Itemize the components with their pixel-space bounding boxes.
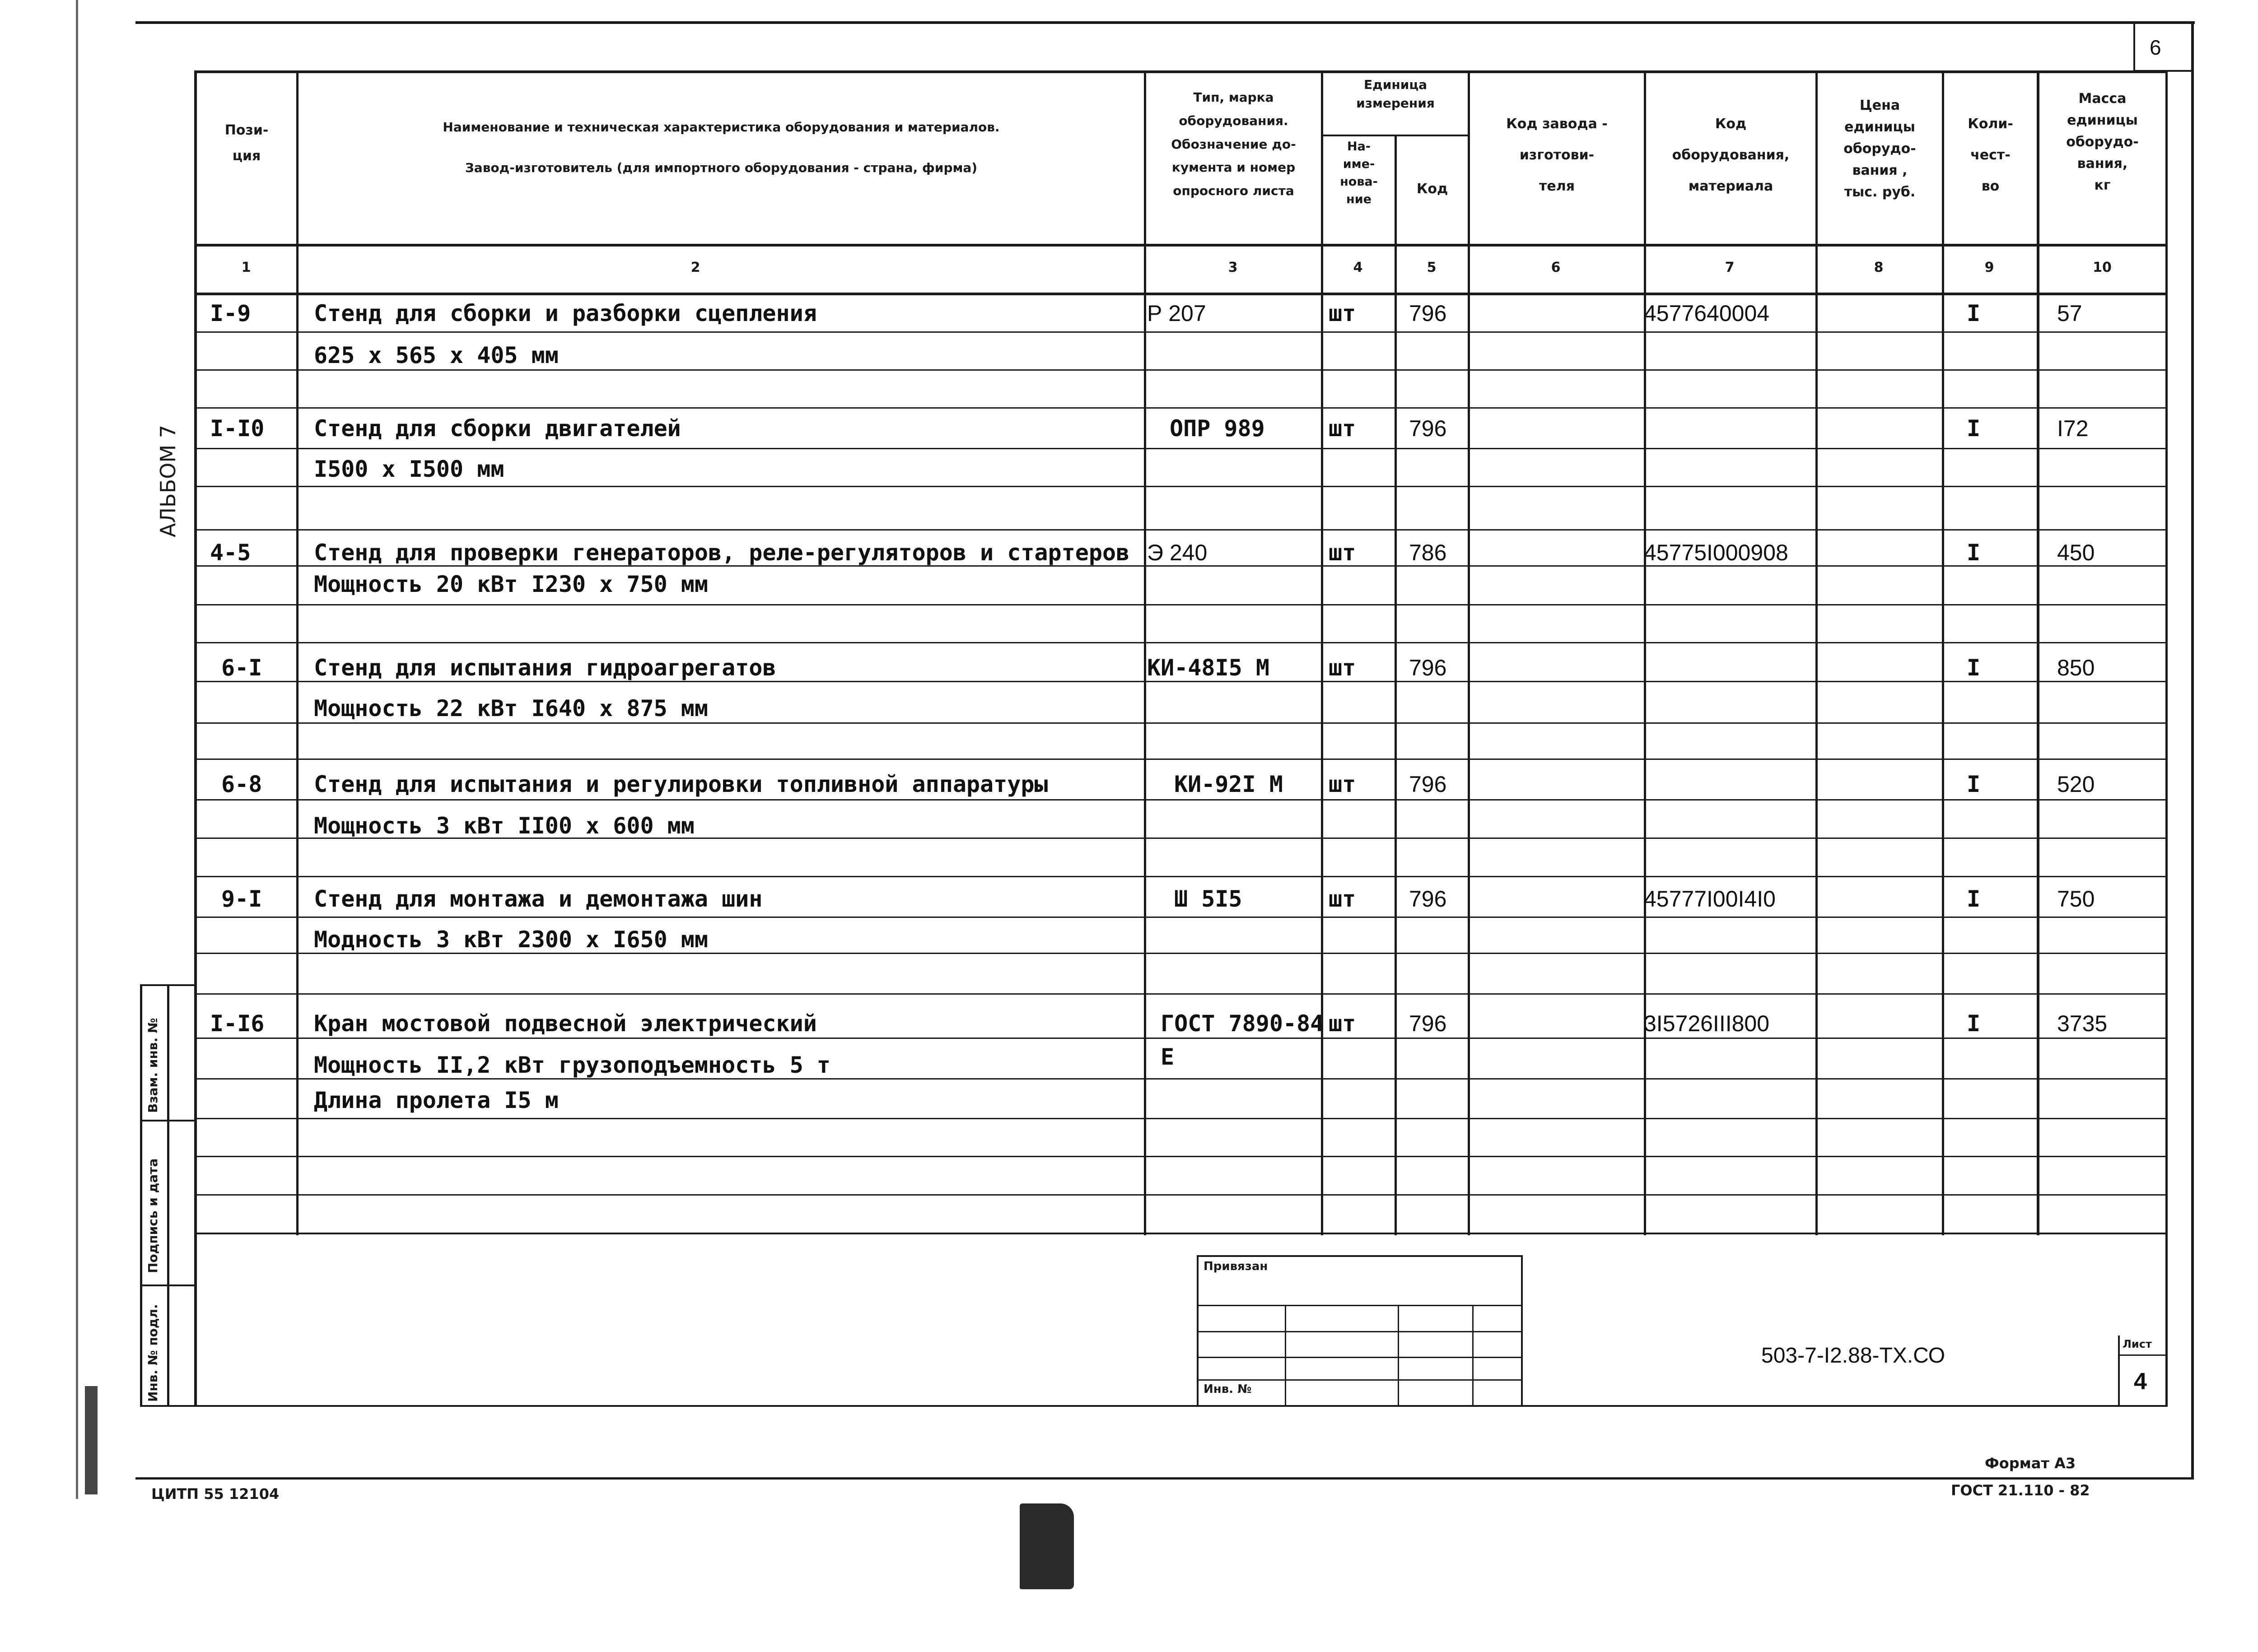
colnum-6: 6 [1551, 260, 1561, 275]
colnum-3: 3 [1228, 260, 1238, 275]
colnum-1: 1 [241, 260, 251, 275]
row-line [194, 993, 2168, 995]
row-quantity: I [1967, 655, 1981, 681]
row-mass: I72 [2057, 416, 2089, 441]
row-name: Кран мостовой подвесной электрический [314, 1010, 817, 1037]
header-unit-code: Код [1416, 181, 1448, 197]
row-line [194, 1233, 2168, 1234]
row-unit: шт [1329, 415, 1356, 442]
vline-3 [1321, 70, 1323, 1235]
header-type: Тип, марка оборудования. Обозначение до- кумента и номер опросного листа [1171, 90, 1296, 199]
row-line [194, 1118, 2168, 1119]
frame-top-line [135, 21, 2195, 24]
header-bottom-line [194, 244, 2168, 247]
row-unit: шт [1329, 886, 1356, 912]
row-type: Е [1161, 1044, 1175, 1070]
row-name: Стенд для испытания и регулировки топливной аппаратуры [314, 771, 1048, 797]
row-line [194, 529, 2168, 531]
header-quantity: Коли- чест- во [1968, 116, 2013, 194]
row-quantity: I [1967, 1010, 1981, 1037]
row-position: 6-I [221, 655, 262, 681]
table-top-line [194, 70, 2168, 73]
vline-7 [1815, 70, 1818, 1235]
row-position: 4-5 [210, 540, 251, 566]
row-line [194, 448, 2168, 449]
privyazan-col3 [1472, 1305, 1474, 1406]
row-line [194, 1194, 2168, 1196]
side-stamp-bottom [140, 1405, 197, 1407]
row-unit-code: 796 [1409, 772, 1447, 797]
colnum-10: 10 [2093, 260, 2112, 275]
header-unit-name: На- име- нова- ние [1340, 140, 1378, 207]
header-name-line2: Завод-изготовитель (для импортного оборудования - страна, фирма) [465, 160, 978, 175]
row-position: 9-I [221, 886, 262, 912]
row-unit: шт [1329, 540, 1356, 566]
row-line [194, 917, 2168, 918]
row-equipment-code: 4577640004 [1644, 301, 1770, 326]
row-unit-code: 796 [1409, 1011, 1447, 1036]
row-unit-code: 786 [1409, 540, 1447, 565]
row-unit-code: 796 [1409, 886, 1447, 912]
vline-8 [1942, 70, 1944, 1235]
vline-9 [2037, 70, 2039, 1235]
row-line [194, 486, 2168, 487]
privyazan-col2 [1398, 1305, 1399, 1406]
row-name: Мощность 3 кВт II00 х 600 мм [314, 813, 695, 839]
colnum-7: 7 [1725, 260, 1735, 275]
frame-left-edge [76, 0, 78, 1499]
header-equipment-code: Код оборудования, материала [1672, 116, 1790, 194]
row-mass: 850 [2057, 655, 2095, 680]
row-unit-code: 796 [1409, 301, 1447, 326]
row-name: I500 х I500 мм [314, 456, 504, 482]
row-unit: шт [1329, 300, 1356, 326]
side-stamp-mid [167, 984, 169, 1406]
row-line [194, 722, 2168, 724]
side-stamp-div2 [140, 1284, 197, 1286]
row-mass: 750 [2057, 886, 2095, 912]
row-name: Мощность II,2 кВт грузоподъемность 5 т [314, 1052, 830, 1078]
row-name: Стенд для сборки и разборки сцепления [314, 300, 817, 326]
row-quantity: I [1967, 415, 1981, 442]
vline-5 [1468, 70, 1470, 1235]
corner-box-left [2133, 21, 2135, 71]
album-label: АЛЬБОМ 7 [156, 425, 180, 537]
privyazan-col1 [1285, 1305, 1286, 1406]
row-mass: 57 [2057, 301, 2082, 326]
row-position: I-I0 [210, 415, 265, 442]
frame-right-line [2191, 21, 2194, 1480]
row-name: Стенд для сборки двигателей [314, 415, 681, 442]
row-quantity: I [1967, 886, 1981, 912]
row-unit-code: 796 [1409, 655, 1447, 680]
row-mass: 520 [2057, 772, 2095, 797]
row-unit: шт [1329, 655, 1356, 681]
row-name: Мощность 20 кВт I230 х 750 мм [314, 571, 708, 597]
row-type: Р 207 [1147, 301, 1206, 326]
header-price: Цена единицы оборудо- вания , тыс. руб. [1843, 98, 1916, 200]
row-line [194, 1038, 2168, 1039]
row-type: ОПР 989 [1170, 415, 1265, 442]
footer-format: Формат А3 [1985, 1455, 2076, 1472]
scan-smudge-left [85, 1386, 98, 1494]
row-name: Стенд для проверки генераторов, реле-регуляторов и стартеров [314, 540, 1130, 566]
vline-2 [1144, 70, 1146, 1235]
side-stamp-top [140, 984, 197, 986]
sheet-box-left [2118, 1336, 2120, 1407]
row-name: Мощность 22 кВт I640 х 875 мм [314, 695, 708, 721]
sheet-box-mid [2118, 1354, 2168, 1356]
row-line [194, 876, 2168, 877]
row-type: Ш 5I5 [1174, 886, 1242, 912]
row-type: Э 240 [1147, 540, 1208, 565]
row-type: КИ-48I5 М [1147, 655, 1269, 681]
row-name: 625 х 565 х 405 мм [314, 342, 559, 368]
row-quantity: I [1967, 771, 1981, 797]
side-stamp-left [140, 984, 142, 1406]
side-stamp-div1 [140, 1120, 197, 1121]
row-type: КИ-92I М [1174, 771, 1283, 797]
privyazan-label: Привязан [1204, 1260, 1268, 1273]
row-position: I-9 [210, 300, 251, 326]
row-line [194, 369, 2168, 371]
row-mass: 450 [2057, 540, 2095, 565]
colnum-9: 9 [1984, 260, 1994, 275]
sheet-corner-number: 6 [2150, 36, 2161, 59]
row-name: Длина пролета I5 м [314, 1087, 559, 1113]
row-unit-code: 796 [1409, 416, 1447, 441]
vline-10 [2165, 70, 2168, 1407]
row-line [194, 407, 2168, 409]
vline-4 [1395, 135, 1397, 1235]
inv-no-label: Инв. № [1204, 1382, 1252, 1396]
header-name-line1: Наименование и техническая характеристика оборудования и материалов. [443, 120, 1000, 135]
colnum-2: 2 [690, 260, 700, 275]
header-unit-group: Единица измерения [1356, 77, 1435, 111]
row-unit: шт [1329, 1010, 1356, 1037]
row-line [194, 1156, 2168, 1157]
vline-6 [1644, 70, 1646, 1235]
document-code: 503-7-I2.88-ТХ.СО [1761, 1344, 1945, 1368]
side-stamp-inv: Инв. № подл. [145, 1304, 160, 1402]
title-block-bottom [194, 1405, 2168, 1407]
row-line [194, 331, 2168, 333]
row-unit: шт [1329, 771, 1356, 797]
row-line [194, 799, 2168, 800]
frame-bottom-line [135, 1477, 2194, 1480]
footer-gost: ГОСТ 21.110 - 82 [1951, 1482, 2090, 1499]
row-position: 6-8 [221, 771, 262, 797]
colnum-bottom-line [194, 293, 2168, 295]
scan-smudge-bottom [1020, 1503, 1074, 1589]
row-line [194, 681, 2168, 682]
row-line [194, 642, 2168, 643]
row-line [194, 953, 2168, 954]
colnum-5: 5 [1427, 260, 1437, 275]
row-quantity: I [1967, 540, 1981, 566]
colnum-8: 8 [1874, 260, 1884, 275]
row-equipment-code: 45775I000908 [1644, 540, 1788, 565]
row-position: I-I6 [210, 1010, 265, 1037]
row-line [194, 759, 2168, 760]
row-line [194, 1078, 2168, 1080]
row-equipment-code: 3I5726III800 [1644, 1011, 1770, 1036]
sheet-label: Лист [2123, 1338, 2152, 1350]
sheet-number: 4 [2134, 1368, 2147, 1395]
row-name: Стенд для испытания гидроагрегатов [314, 655, 776, 681]
footer-citp: ЦИТП 55 12104 [151, 1485, 280, 1503]
vline-1 [296, 70, 299, 1235]
row-line [194, 604, 2168, 605]
row-equipment-code: 45777I00I4I0 [1644, 886, 1776, 912]
header-mass: Масса единицы оборудо- вания, кг [2066, 91, 2139, 193]
row-name: Модность 3 кВт 2300 х I650 мм [314, 926, 708, 953]
row-name: Стенд для монтажа и демонтажа шин [314, 886, 763, 912]
header-factory-code: Код завода - изготови- теля [1506, 116, 1608, 194]
privyazan-top [1197, 1255, 1522, 1257]
row-quantity: I [1967, 300, 1981, 326]
vline-0 [194, 70, 197, 1407]
header-position: Пози- ция [224, 122, 269, 164]
side-stamp-podpis: Подпись и дата [145, 1158, 160, 1273]
row-mass: 3735 [2057, 1011, 2108, 1036]
row-type: ГОСТ 7890-84 [1161, 1010, 1324, 1037]
side-stamp-vzam: Взам. инв. № [145, 1018, 160, 1113]
colnum-4: 4 [1353, 260, 1363, 275]
